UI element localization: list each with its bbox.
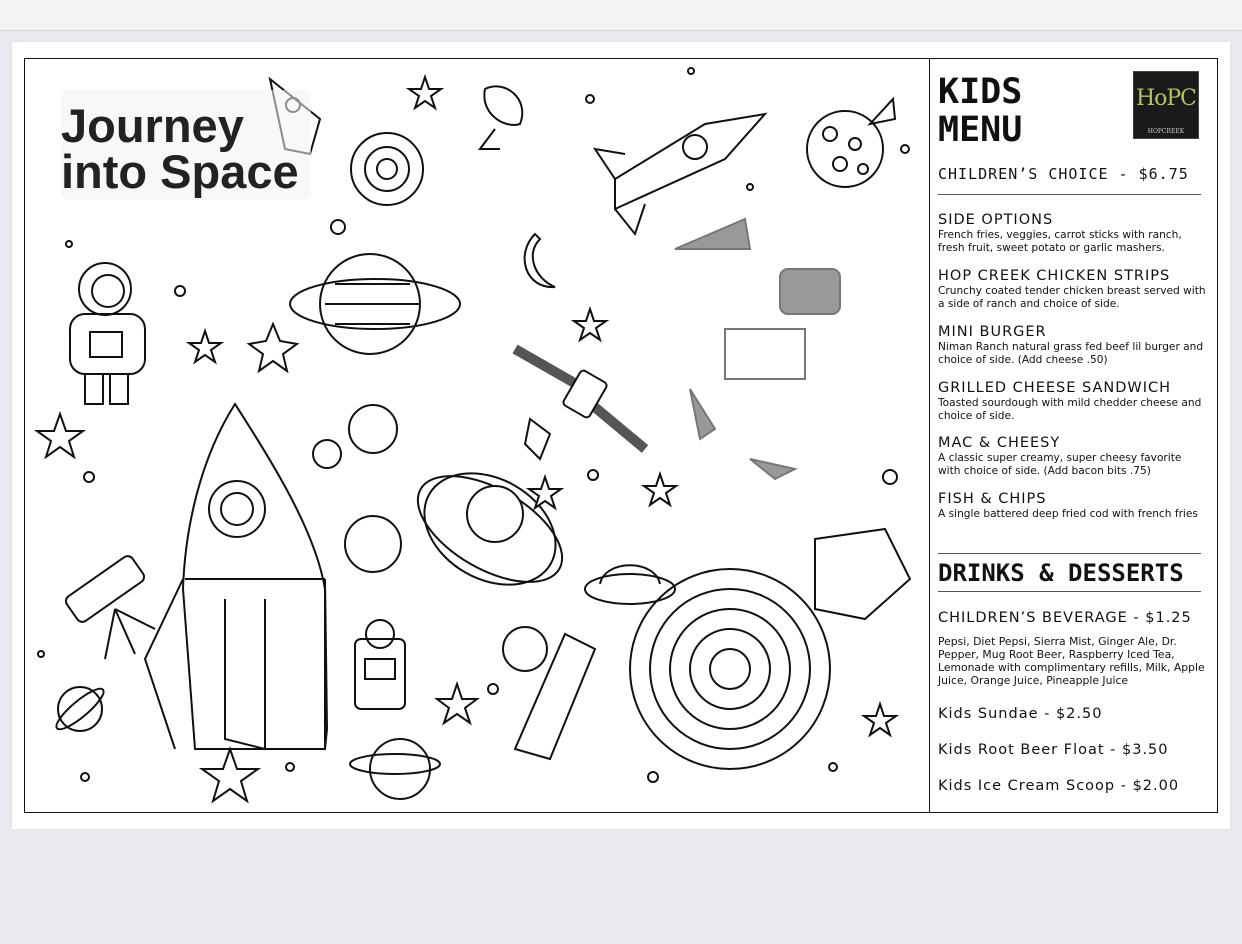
menu-item-description: Crunchy coated tender chicken breast served with a side of ranch and choice of side. xyxy=(938,285,1206,310)
childrens-beverage-price: CHILDREN’S BEVERAGE - $1.25 xyxy=(938,610,1192,626)
menu-item-description: French fries, veggies, carrot sticks with ranch, fresh fruit, sweet potato or garlic mashers. xyxy=(938,229,1182,254)
kids-menu-panel xyxy=(930,59,1218,812)
dish-satellite-icon xyxy=(480,86,522,149)
menu-item-description: Toasted sourdough with mild chedder cheese and choice of side. xyxy=(938,397,1202,422)
maze-icon xyxy=(630,569,830,769)
cratered-planet-icon xyxy=(807,99,895,187)
menu-item xyxy=(938,324,1206,367)
ufo-icon xyxy=(585,565,675,604)
dot-to-dot-robot-icon xyxy=(675,219,840,479)
menu-item-name: FISH & CHIPS xyxy=(938,491,1047,507)
logo-wordmark: HOPCREEK xyxy=(1147,128,1185,135)
placemat-frame xyxy=(24,58,1218,813)
divider xyxy=(938,591,1201,592)
menu-item xyxy=(938,380,1206,423)
divider xyxy=(938,553,1201,554)
logo-monogram: HoPC xyxy=(1135,86,1197,111)
striped-ring-planet-icon xyxy=(401,451,580,608)
dessert-item: Kids Root Beer Float - $3.50 xyxy=(938,742,1169,758)
childrens-choice-price: CHILDREN’S CHOICE - $6.75 xyxy=(938,165,1189,183)
beverage-list: Pepsi, Diet Pepsi, Sierra Mist, Ginger Ale, Dr. Pepper, Mug Root Beer, Raspberry Iced Tea, Lemonade with complimentary refills, Milk, Apple Juice, Orange Juice, Pineapple Juice xyxy=(938,635,1205,687)
menu-heading-line-1: KIDS xyxy=(938,72,1023,112)
saturn-bottom-icon xyxy=(370,739,430,799)
viewer-toolbar xyxy=(0,0,1242,31)
menu-heading xyxy=(938,73,1022,149)
drinks-desserts-heading: DRINKS & DESSERTS xyxy=(938,559,1184,587)
menu-item-name: GRILLED CHEESE SANDWICH xyxy=(938,380,1172,396)
placemat-title xyxy=(61,99,299,198)
menu-heading-line-2: MENU xyxy=(938,110,1023,150)
top-rocket-icon xyxy=(595,114,765,234)
ringed-planet-icon xyxy=(290,254,460,354)
menu-item-description: A single battered deep fried cod with french fries xyxy=(938,508,1198,520)
title-line-1: Journey xyxy=(61,99,244,152)
menu-item-name: MAC & CHEESY xyxy=(938,435,1061,451)
menu-item-name: MINI BURGER xyxy=(938,324,1047,340)
menu-item xyxy=(938,491,1206,521)
dotted-planet-icon xyxy=(345,516,401,572)
placemat-page xyxy=(12,42,1230,829)
small-planet-icon xyxy=(503,627,547,671)
hop-creek-logo xyxy=(1133,71,1199,139)
menu-item-name: SIDE OPTIONS xyxy=(938,212,1054,228)
moon-icon xyxy=(525,234,555,287)
title-line-2: into Space xyxy=(61,145,299,198)
menu-item xyxy=(938,268,1206,311)
menu-item xyxy=(938,435,1206,478)
rocket-bottom-icon xyxy=(515,634,595,759)
menu-item-description: Niman Ranch natural grass fed beef lil burger and choice of side. (Add cheese .50) xyxy=(938,341,1204,366)
small-planet-icon xyxy=(313,440,341,468)
telescope-icon xyxy=(64,554,155,659)
satellite-icon xyxy=(515,349,645,459)
coloring-area xyxy=(25,59,930,812)
dessert-item: Kids Sundae - $2.50 xyxy=(938,706,1103,722)
menu-item-name: HOP CREEK CHICKEN STRIPS xyxy=(938,268,1171,284)
spiral-planet-icon xyxy=(351,133,423,205)
dessert-item: Kids Ice Cream Scoop - $2.00 xyxy=(938,778,1180,794)
divider xyxy=(938,194,1201,195)
astronaut-icon xyxy=(70,263,145,404)
asteroid-icon xyxy=(815,529,910,619)
small-planet-icon xyxy=(349,405,397,453)
robot-icon xyxy=(355,620,405,709)
menu-item xyxy=(938,212,1206,255)
menu-item-description: A classic super creamy, super cheesy favorite with choice of side. (Add bacon bits .75) xyxy=(938,452,1182,477)
big-rocket-icon xyxy=(145,404,327,749)
ringed-planet-bottom-icon xyxy=(58,687,102,731)
